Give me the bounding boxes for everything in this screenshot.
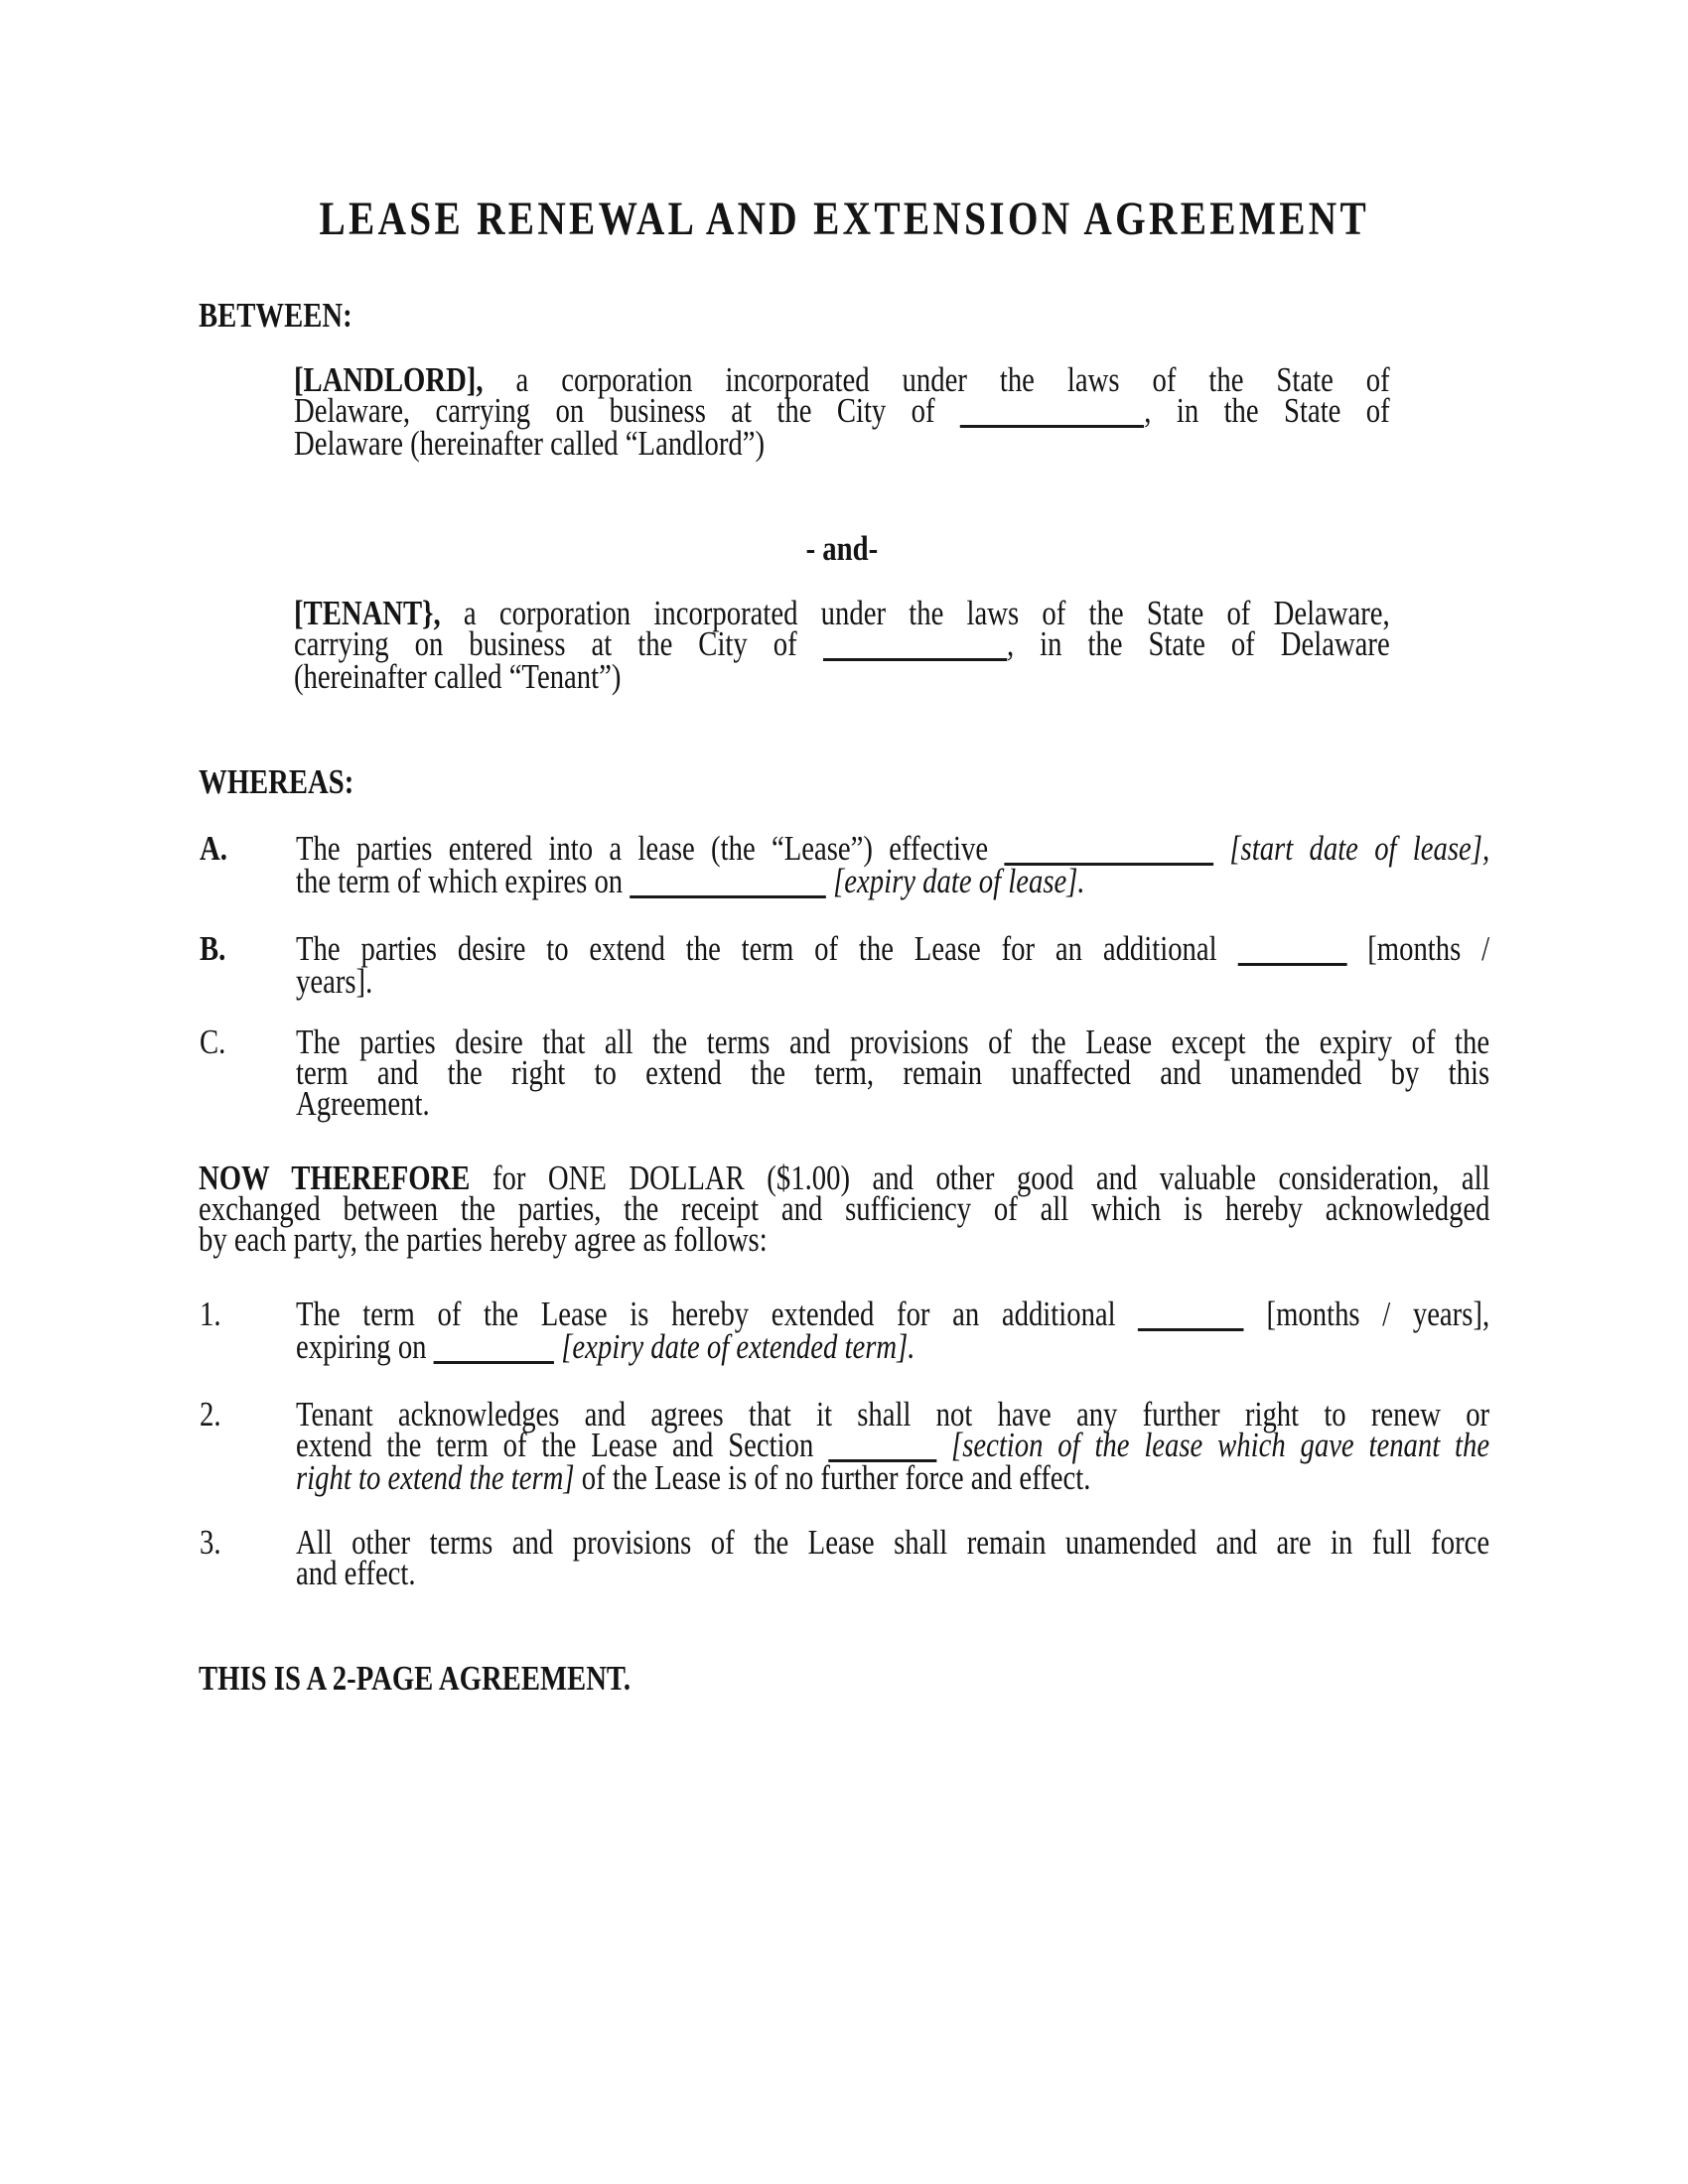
italic-text-run: [expiry date of lease].	[825, 862, 1085, 900]
text-run: by each party, the parties hereby agree as follows:	[199, 1220, 768, 1259]
clause-1-marker: 1.	[200, 1295, 221, 1333]
and-separator: - and-	[805, 529, 879, 568]
text-run: years].	[296, 962, 373, 1001]
document-line	[296, 1084, 1489, 1123]
bold-text-run: [LANDLORD],	[294, 360, 484, 399]
text-run: a corporation incorporated under the laws of the State of Delaware,	[440, 594, 1390, 632]
blank-field	[823, 636, 1007, 661]
document-line	[296, 962, 1489, 1001]
bold-text-run: [TENANT},	[294, 594, 441, 632]
text-run: the term of which expires on	[296, 862, 631, 900]
clause-3-text	[296, 1523, 1490, 1592]
text-run: , in the State of	[1144, 391, 1390, 430]
clause-2-marker: 2.	[200, 1395, 221, 1433]
document-title: LEASE RENEWAL AND EXTENSION AGREEMENT	[319, 193, 1370, 245]
clause-1-text	[296, 1295, 1490, 1366]
text-run: [months /	[1346, 929, 1490, 968]
italic-text-run: [section of the lease which gave tenant the	[936, 1426, 1490, 1464]
text-run: All other terms and provisions of the Lease shall remain unamended and are in full force	[296, 1523, 1490, 1562]
text-run: Delaware (hereinafter called “Landlord”)	[294, 424, 766, 463]
blank-field	[960, 403, 1144, 428]
recital-a-text	[296, 829, 1490, 900]
tenant-paragraph	[294, 594, 1390, 696]
text-run: term and the right to extend the term, remain unaffected and unamended by this	[296, 1053, 1490, 1092]
text-run: of the Lease is of no further force and effect.	[574, 1458, 1091, 1497]
text-run: a corporation incorporated under the laws of the State of	[483, 360, 1390, 399]
text-run: [months / years],	[1243, 1295, 1490, 1333]
blank-field	[434, 1339, 554, 1364]
document-line	[296, 1053, 1490, 1092]
landlord-paragraph	[294, 360, 1390, 463]
document-line	[296, 1327, 1489, 1366]
whereas-label: WHEREAS:	[199, 762, 354, 801]
document-line	[296, 1554, 1489, 1592]
text-run: and effect.	[296, 1554, 416, 1592]
text-run: , in the State of Delaware	[1006, 624, 1390, 663]
document-line	[296, 862, 1489, 900]
document-line	[294, 657, 1390, 696]
blank-field	[630, 874, 826, 898]
text-run: Agreement.	[296, 1084, 430, 1123]
text-run: Delaware, carrying on business at the City of	[294, 391, 960, 430]
text-run: carrying on business at the City of	[294, 624, 823, 663]
italic-text-run: right to extend the term]	[296, 1458, 575, 1497]
text-run: The term of the Lease is hereby extended for an additional	[296, 1295, 1139, 1333]
blank-field	[1138, 1306, 1244, 1331]
document-line	[294, 424, 1390, 463]
document-line	[296, 929, 1490, 968]
now-therefore-paragraph	[199, 1159, 1490, 1259]
text-run: for ONE DOLLAR ($1.00) and other good and valuable consideration, all	[470, 1159, 1490, 1197]
agreement-length-note: THIS IS A 2-PAGE AGREEMENT.	[199, 1659, 632, 1698]
text-run: The parties desire to extend the term of the Lease for an additional	[296, 929, 1238, 968]
clause-2-text	[296, 1395, 1490, 1497]
italic-text-run: [start date of lease],	[1213, 829, 1490, 868]
text-run: The parties entered into a lease (the “Lease”) effective	[296, 829, 1005, 868]
blank-field	[1237, 941, 1346, 966]
text-run: Tenant acknowledges and agrees that it shall not have any further right to renew or	[296, 1395, 1490, 1433]
between-label: BETWEEN:	[199, 296, 352, 335]
text-run: extend the term of the Lease and Section	[296, 1426, 829, 1464]
text-run: (hereinafter called “Tenant”)	[294, 657, 622, 696]
text-run: exchanged between the parties, the receipt and sufficiency of all which is hereby acknowledged	[199, 1189, 1490, 1228]
document-line	[199, 1220, 1490, 1259]
bold-text-run: NOW THEREFORE	[199, 1159, 471, 1197]
recital-a-marker: A.	[200, 829, 227, 868]
document-line	[296, 1458, 1489, 1497]
italic-text-run: [expiry date of extended term].	[554, 1327, 915, 1366]
recital-c-marker: C.	[200, 1023, 226, 1061]
text-run: expiring on	[296, 1327, 434, 1366]
document-line	[296, 1523, 1490, 1562]
clause-3-marker: 3.	[200, 1523, 221, 1562]
recital-c-text	[296, 1023, 1490, 1123]
recital-b-marker: B.	[200, 929, 226, 968]
text-run: The parties desire that all the terms and provisions of the Lease except the expiry of the	[296, 1023, 1490, 1061]
recital-b-text	[296, 929, 1490, 1001]
